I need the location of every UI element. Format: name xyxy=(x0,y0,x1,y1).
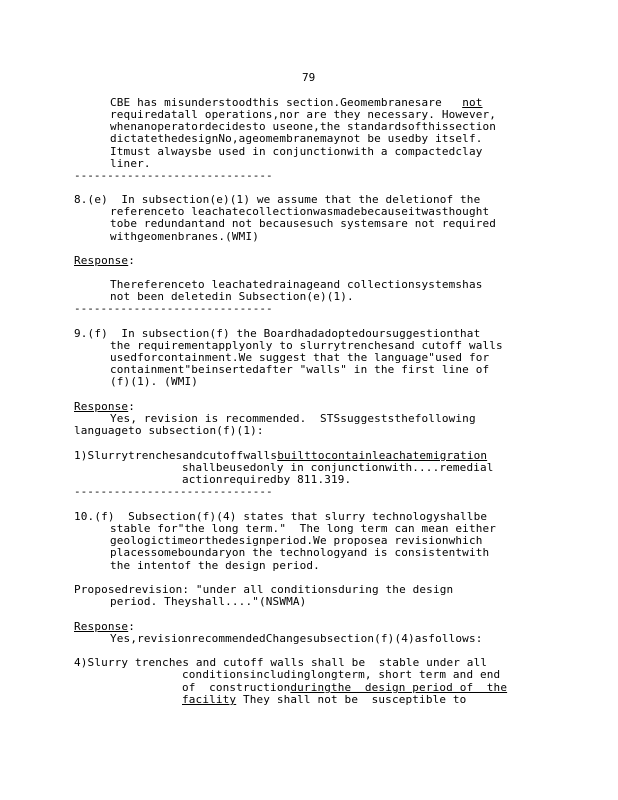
underlined-phrase: builttocontainleachatemigration xyxy=(277,449,488,462)
comment-line: containment"beinsertedafter "walls" in the first line of xyxy=(110,363,490,376)
proposed-text-line: shallbeusedonly in conjunctionwith....remedial xyxy=(182,461,494,474)
paragraph-line: liner. xyxy=(110,157,151,170)
comment-line: 9.(f) In subsection(f) the Boardhadadoptedoursuggestionthat xyxy=(74,327,481,340)
separator-rule: ------------------------------ xyxy=(74,485,273,498)
comment-line: usedforcontainment.We suggest that the language"used for xyxy=(110,351,490,364)
response-heading: Response: xyxy=(74,400,135,413)
response-line: Yes,revisionrecommendedChangesubsection(f)(4)asfollows: xyxy=(110,632,483,645)
paragraph-line: CBE has misunderstoodthis section.Geomembranesare not xyxy=(110,96,483,109)
comment-line: 10.(f) Subsection(f)(4) states that slurry technologyshallbe xyxy=(74,510,488,523)
underlined-word: not xyxy=(462,96,483,109)
proposed-text-line: 4)Slurry trenches and cutoff walls shall be stable under all xyxy=(74,656,488,669)
comment-line: 8.(e) In subsection(e)(1) we assume that the deletionof the xyxy=(74,193,481,206)
comment-line: stable for"the long term." The long term can mean either xyxy=(110,522,497,535)
page-number: 79 xyxy=(302,71,316,84)
comment-line: tobe redundantand not becausesuch systemsare not required xyxy=(110,217,497,230)
underlined-phrase: duringthe design period of the xyxy=(290,681,508,694)
comment-line: placessomeboundaryon the technologyand is consistentwith xyxy=(110,546,490,559)
response-line: Yes, revision is recommended. STSsuggeststhefollowing xyxy=(110,412,476,425)
response-heading: Response: xyxy=(74,620,135,633)
proposed-text-line: 1)Slurrytrenchesandcutoffwallsbuilttocontainleachatemigration xyxy=(74,449,488,462)
proposed-text-line: facility They shall not be susceptible to xyxy=(182,693,467,706)
underlined-word: facility xyxy=(182,693,237,706)
response-heading: Response: xyxy=(74,254,135,267)
proposed-text-line: of constructionduringthe design period of the xyxy=(182,681,508,694)
comment-line: referenceto leachatecollectionwasmadebecauseitwasthought xyxy=(110,205,490,218)
comment-line: (f)(1). (WMI) xyxy=(110,375,199,388)
proposed-revision-line: Proposedrevision: "under all conditionsduring the design xyxy=(74,583,454,596)
comment-line: the intentof the design period. xyxy=(110,559,320,572)
proposed-revision-line: period. Theyshall...."(NSWMA) xyxy=(110,595,307,608)
response-line: Thereferenceto leachatedrainageand collectionsystemshas xyxy=(110,278,483,291)
comment-line: withgeomenbranes.(WMI) xyxy=(110,230,259,243)
paragraph-line: dictatethedesignNo,ageomembranemaynot be usedby itself. xyxy=(110,132,483,145)
paragraph-line: whenanoperatordecidesto useone,the standardsofthissection xyxy=(110,120,497,133)
separator-rule: ------------------------------ xyxy=(74,302,273,315)
proposed-text-line: conditionsincludinglongterm, short term and end xyxy=(182,668,501,681)
comment-line: the requirementapplyonly to slurrytrenchesand cutoff walls xyxy=(110,339,503,352)
response-line: not been deletedin Subsection(e)(1). xyxy=(110,290,354,303)
comment-line: geologictimeorthedesignperiod.We proposea revisionwhich xyxy=(110,534,483,547)
separator-rule: ------------------------------ xyxy=(74,169,273,182)
paragraph-line: requiredatall operations,nor are they necessary. However, xyxy=(110,108,497,121)
proposed-text-line: actionrequiredby 811.319. xyxy=(182,473,352,486)
response-line: languageto subsection(f)(1): xyxy=(74,424,264,437)
paragraph-line: Itmust alwaysbe used in conjunctionwith a compactedclay xyxy=(110,145,483,158)
